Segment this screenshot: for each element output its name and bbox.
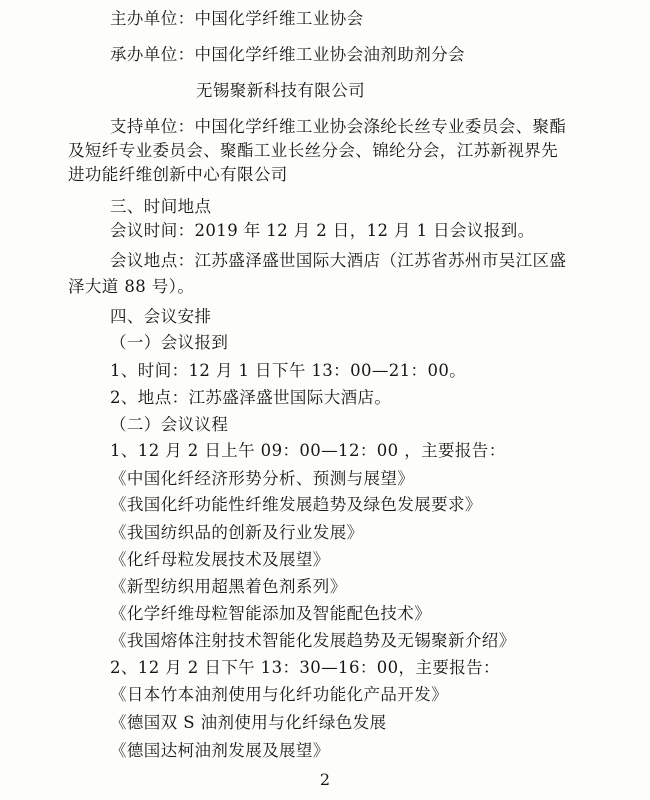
report-title: 《德国双 S 油剂使用与化纤绿色发展 xyxy=(110,713,387,732)
text-line: 1、12 月 2 日上午 09：00—12：00 ，主要报告： xyxy=(110,441,506,460)
subsection-heading: （一）会议报到 xyxy=(110,333,229,352)
report-title: 《我国纺织品的创新及行业发展》 xyxy=(110,523,364,542)
page-number: 2 xyxy=(319,770,331,789)
text-line: 2、12 月 2 日下午 13：30—16：00，主要报告： xyxy=(110,658,500,677)
section-heading: 四、会议安排 xyxy=(110,307,212,326)
text-line: 2、地点：江苏盛泽盛世国际大酒店。 xyxy=(110,388,392,407)
text-line: 会议时间：2019 年 12 月 2 日，12 月 1 日会议报到。 xyxy=(110,221,535,240)
report-title: 《中国化纤经济形势分析、预测与展望》 xyxy=(110,469,415,488)
report-title: 《我国化纤功能性纤维发展趋势及绿色发展要求》 xyxy=(110,495,482,514)
report-title: 《我国熔体注射技术智能化发展趋势及无锡聚新介绍》 xyxy=(110,631,516,650)
text-line: 无锡聚新科技有限公司 xyxy=(196,81,365,100)
subsection-heading: （二）会议议程 xyxy=(110,415,229,434)
text-line: 承办单位：中国化学纤维工业协会油剂助剂分会 xyxy=(110,45,465,64)
text-line: 及短纤专业委员会、聚酯工业长丝分会、锦纶分会，江苏新视界先 xyxy=(68,141,559,160)
report-title: 《日本竹本油剂使用与化纤功能化产品开发》 xyxy=(110,685,448,704)
report-title: 《德国达柯油剂发展及展望》 xyxy=(110,741,330,760)
section-heading: 三、时间地点 xyxy=(110,197,212,216)
text-line: 会议地点：江苏盛泽盛世国际大酒店（江苏省苏州市吴江区盛 xyxy=(110,251,567,270)
text-line: 1、时间：12 月 1 日下午 13：00—21：00。 xyxy=(110,361,467,380)
text-line: 泽大道 88 号）。 xyxy=(68,277,195,296)
text-line: 支持单位：中国化学纤维工业协会涤纶长丝专业委员会、聚酯 xyxy=(110,117,567,136)
text-line: 进功能纤维创新中心有限公司 xyxy=(68,165,288,184)
report-title: 《新型纺织用超黑着色剂系列》 xyxy=(110,577,347,596)
text-line: 主办单位：中国化学纤维工业协会 xyxy=(110,9,364,28)
report-title: 《化纤母粒发展技术及展望》 xyxy=(110,550,330,569)
report-title: 《化学纤维母粒智能添加及智能配色技术》 xyxy=(110,604,432,623)
